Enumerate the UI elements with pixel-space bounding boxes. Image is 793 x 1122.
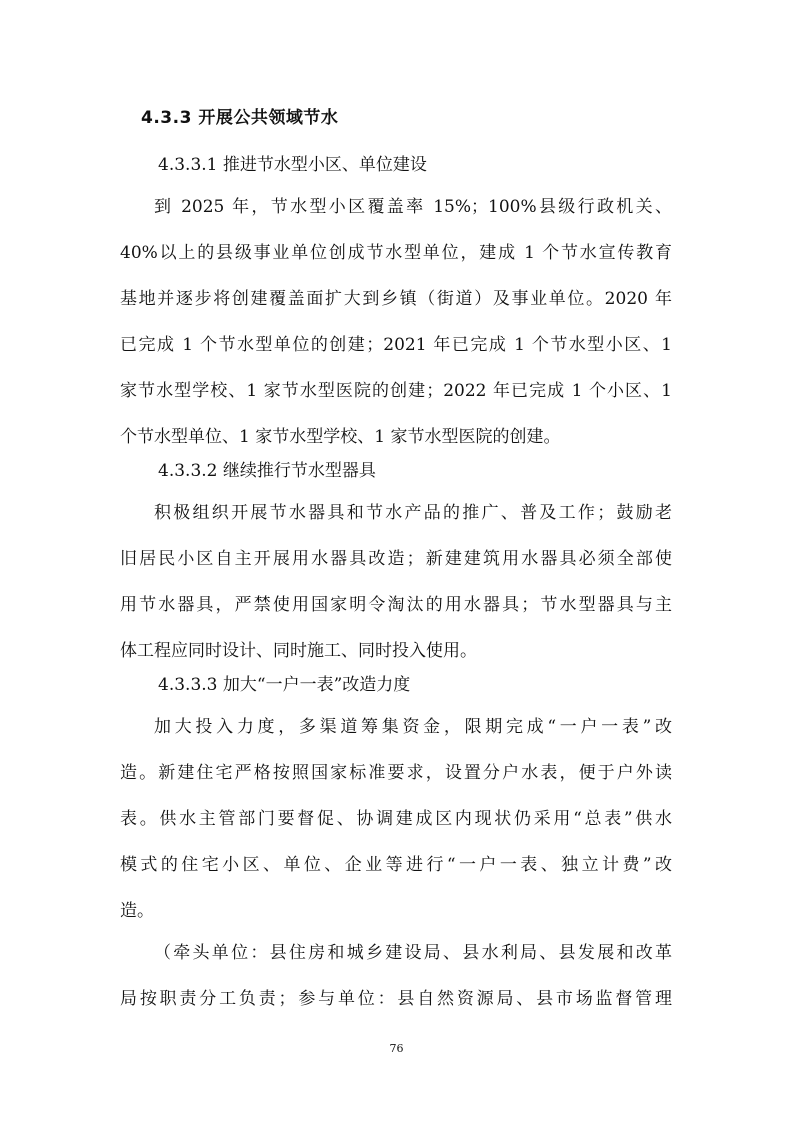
paragraph-one-meter-per-household: [120, 704, 672, 934]
responsibility-note: [120, 930, 672, 1022]
paragraph-line: 造。: [120, 901, 154, 921]
page-number: 76: [389, 1042, 404, 1055]
paragraph-line: 基地并逐步将创建覆盖面扩大到乡镇（街道）及事业单位。2020 年: [120, 289, 672, 309]
paragraph-line: 旧居民小区自主开展用水器具改造；新建建筑用水器具必须全部使: [120, 549, 672, 569]
paragraph-line: 表。供水主管部门要督促、协调建成区内现状仍采用“总表”供水: [120, 809, 672, 829]
paragraph-line: 用节水器具，严禁使用国家明令淘汰的用水器具；节水型器具与主: [120, 595, 672, 615]
paragraph-line: 局按职责分工负责；参与单位：县自然资源局、县市场监督管理: [120, 989, 672, 1009]
subsection-title-2: 4.3.3.2 继续推行节水型器具: [158, 461, 376, 481]
paragraph-line: 加大投入力度，多渠道筹集资金，限期完成“一户一表”改: [154, 717, 672, 737]
paragraph-line: 40%以上的县级事业单位创成节水型单位，建成 1 个节水宣传教育: [120, 243, 672, 263]
subsection-title-1: 4.3.3.1 推进节水型小区、单位建设: [158, 155, 427, 175]
paragraph-water-saving-appliances: [120, 490, 672, 674]
paragraph-line: 体工程应同时设计、同时施工、同时投入使用。: [120, 641, 477, 661]
paragraph-line: 到 2025 年，节水型小区覆盖率 15%；100%县级行政机关、: [154, 197, 672, 217]
paragraph-line: （牵头单位：县住房和城乡建设局、县水利局、县发展和改革: [154, 943, 672, 963]
paragraph-line: 已完成 1 个节水型单位的创建；2021 年已完成 1 个节水型小区、1: [120, 335, 672, 355]
section-heading: 4.3.3 开展公共领域节水: [141, 108, 339, 128]
paragraph-line: 家节水型学校、1 家节水型医院的创建；2022 年已完成 1 个小区、1: [120, 381, 672, 401]
paragraph-line: 个节水型单位、1 家节水型学校、1 家节水型医院的创建。: [120, 427, 561, 447]
paragraph-line: 模式的住宅小区、单位、企业等进行“一户一表、独立计费”改: [120, 855, 672, 875]
subsection-title-3: 4.3.3.3 加大“一户一表”改造力度: [158, 675, 411, 695]
paragraph-line: 造。新建住宅严格按照国家标准要求，设置分户水表，便于户外读: [120, 763, 672, 783]
paragraph-line: 积极组织开展节水器具和节水产品的推广、普及工作；鼓励老: [154, 503, 672, 523]
paragraph-water-saving-community: [120, 184, 672, 460]
